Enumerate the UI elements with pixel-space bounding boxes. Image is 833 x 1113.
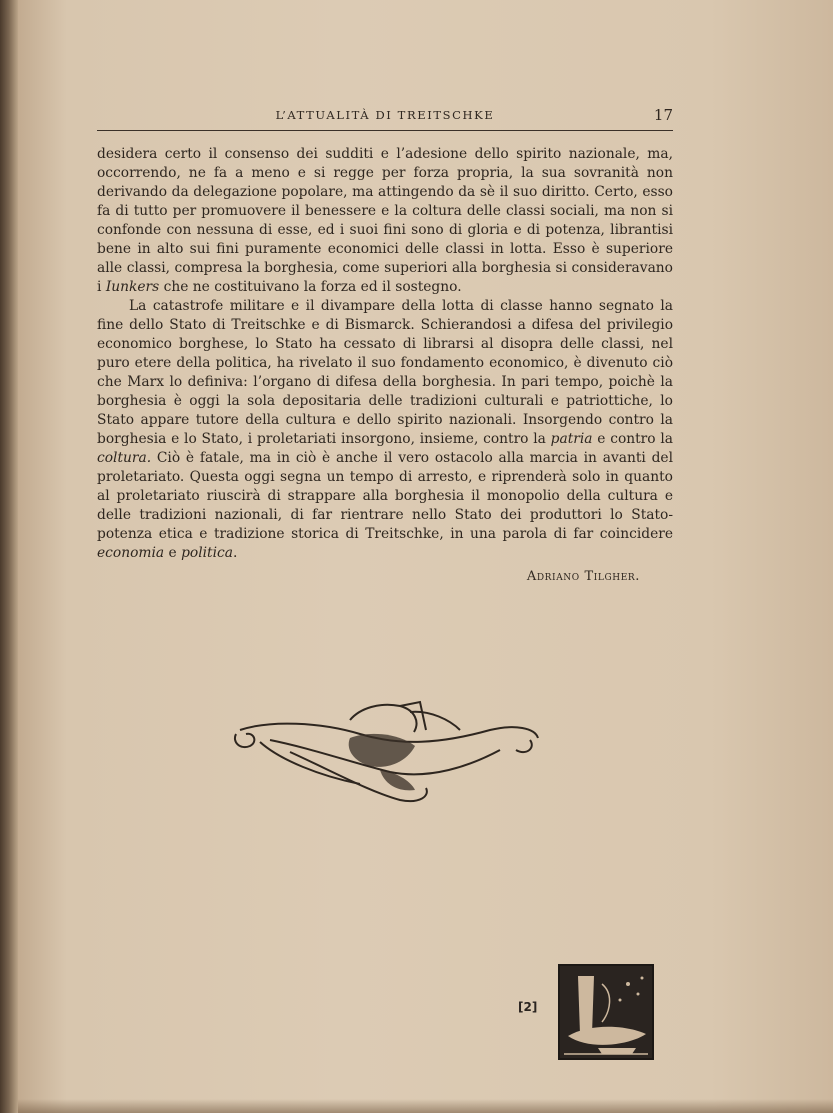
page-number: 17 (653, 106, 673, 124)
paragraph-2-italic-1: patria (550, 431, 593, 447)
running-header (97, 104, 673, 131)
page-bottom-edge (18, 1099, 833, 1113)
paragraph-1-italic: Iunkers (105, 279, 160, 295)
paragraph-2-italic-3: economia (97, 545, 165, 561)
paragraph-2-text-d: e (164, 545, 182, 561)
running-title: L’ATTUALITÀ DI TREITSCHKE (275, 108, 495, 122)
decorative-tailpiece-icon (230, 700, 542, 810)
body-text (97, 145, 673, 563)
paragraph-2-italic-4: politica (181, 545, 233, 561)
paragraph-1 (97, 145, 673, 297)
paragraph-1-text-b: che ne costituivano la forza ed il sostegno. (159, 279, 462, 295)
paragraph-2-italic-2: coltura. (97, 450, 152, 466)
printer-signature-mark: [2] (518, 1000, 538, 1014)
paragraph-2-text-c: Ciò è fatale, ma in ciò è anche il vero ostacolo alla marcia in avanti del proletariato. Questa oggi segna un tempo di arresto, e riprenderà solo in quanto al proletariato riuscirà di strappare alla borghesia il monopolio della cultura e delle tradizioni nazionali, di far rientrare nello Stato dei produttori lo Stato-potenza etica e tradizione storica di Treitschke, in una parola di far coincidere (97, 450, 673, 542)
paragraph-2-text-b: e contro la (592, 431, 673, 447)
author-signature: Adriano Tilgher. (526, 569, 640, 584)
paragraph-2-text-a: La catastrofe militare e il divampare della lotta di classe hanno segnato la fine dello Stato di Treitschke e di Bismarck. Schierandosi a difesa del privilegio economico borghese, lo Stato ha cessato di librarsi al disopra delle classi, nel puro etere della politica, ha rivelato il suo fondamento economico, è divenuto ciò che Marx lo definiva: l’organo di difesa della borghesia. In pari tempo, poichè la borghesia è oggi la sola depositaria delle tradizioni culturali e patriottiche, lo Stato appare tutore della cultura e dello spirito nazionali. Insorgendo contro la borghesia e lo Stato, i proletariati insorgono, insieme, contro la (97, 298, 673, 447)
woodcut-logo-icon (558, 964, 654, 1060)
paragraph-1-text-a: desidera certo il consenso dei sudditi e l’adesione dello spirito nazionale, ma, occorrendo, ne fa a meno e si regge per forza propria, la sua sovranità non derivando da delegazione popolare, ma attingendo da sè il suo diritto. Certo, esso fa di tutto per promuovere il benessere e la coltura delle classi sociali, ma non si confonde con nessuna di esse, ed i suoi fini sono di gloria e di potenza, librantisi bene in alto sui fini puramente economici delle classi in lotta. Esso è superiore alle classi, compresa la borghesia, come superiori alla borghesia si consideravano i (97, 146, 673, 295)
paragraph-2 (97, 297, 673, 563)
paragraph-2-text-e: . (232, 545, 238, 561)
